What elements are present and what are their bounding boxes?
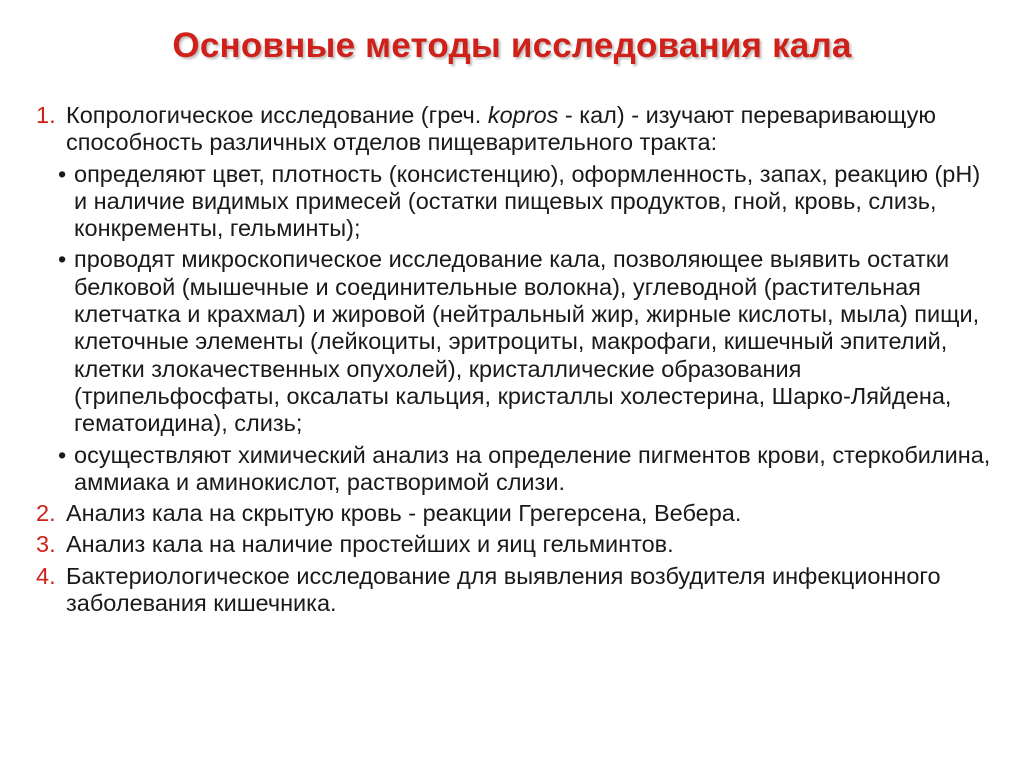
item-text: Бактериологическое исследование для выявления возбудителя инфекционного заболевания кишечника. [66, 562, 941, 617]
item-number: 4. [36, 562, 56, 589]
bullet-icon: • [58, 160, 67, 187]
item-text: Анализ кала на скрытую кровь - реакции Грегерсена, Вебера. [66, 500, 742, 527]
slide-content [36, 102, 996, 617]
list-item-4 [36, 563, 996, 618]
sub-bullet-text: проводят микроскопическое исследование кала, позволяющее выявить остатки белковой (мышечные и соединительные волокна), углеводной (растительная клетчатка и крахмал) и жировой (нейтральный жир, жирные кислоты, мыла) пищи, клеточные элементы (лейкоциты, эритроциты, макрофаги, кишечный эпителий, клетки злокачественных опухолей), кристаллические образования (трипельфосфаты, оксалаты кальция, кристаллы холестерина, Шарко-Ляйдена, гематоидина), слизь; [74, 246, 980, 437]
sub-bullet-item [36, 442, 996, 497]
slide-title: Основные методы исследования кала [172, 26, 852, 65]
item-text-italic: kopros [487, 102, 559, 128]
list-item-2 [36, 500, 996, 527]
bullet-icon: • [58, 246, 67, 273]
sub-bullet-item [36, 161, 996, 243]
sub-bullet-item [36, 246, 996, 437]
item-text-before: Копрологическое исследование (греч. [66, 102, 488, 128]
list-item-3 [36, 531, 996, 558]
sub-bullet-text: осуществляют химический анализ на определение пигментов крови, стеркобилина, аммиака и аминокислот, растворимой слизи. [74, 441, 991, 495]
item-text-after: - кал) - изучают переваривающую способность различных отделов пищеварительного тракта: [66, 102, 936, 156]
item-number: 1. [36, 102, 56, 128]
sub-bullet-text: определяют цвет, плотность (консистенцию), оформленность, запах, реакцию (pH) и наличие видимых примесей (остатки пищевых продуктов, гной, кровь, слизь, конкременты, гельминты); [74, 160, 981, 242]
item-number: 2. [36, 500, 56, 527]
bullet-icon: • [58, 441, 67, 468]
item-text: Анализ кала на наличие простейших и яиц гельминтов. [66, 531, 674, 558]
item-number: 3. [36, 531, 56, 558]
list-item-1 [36, 102, 996, 157]
